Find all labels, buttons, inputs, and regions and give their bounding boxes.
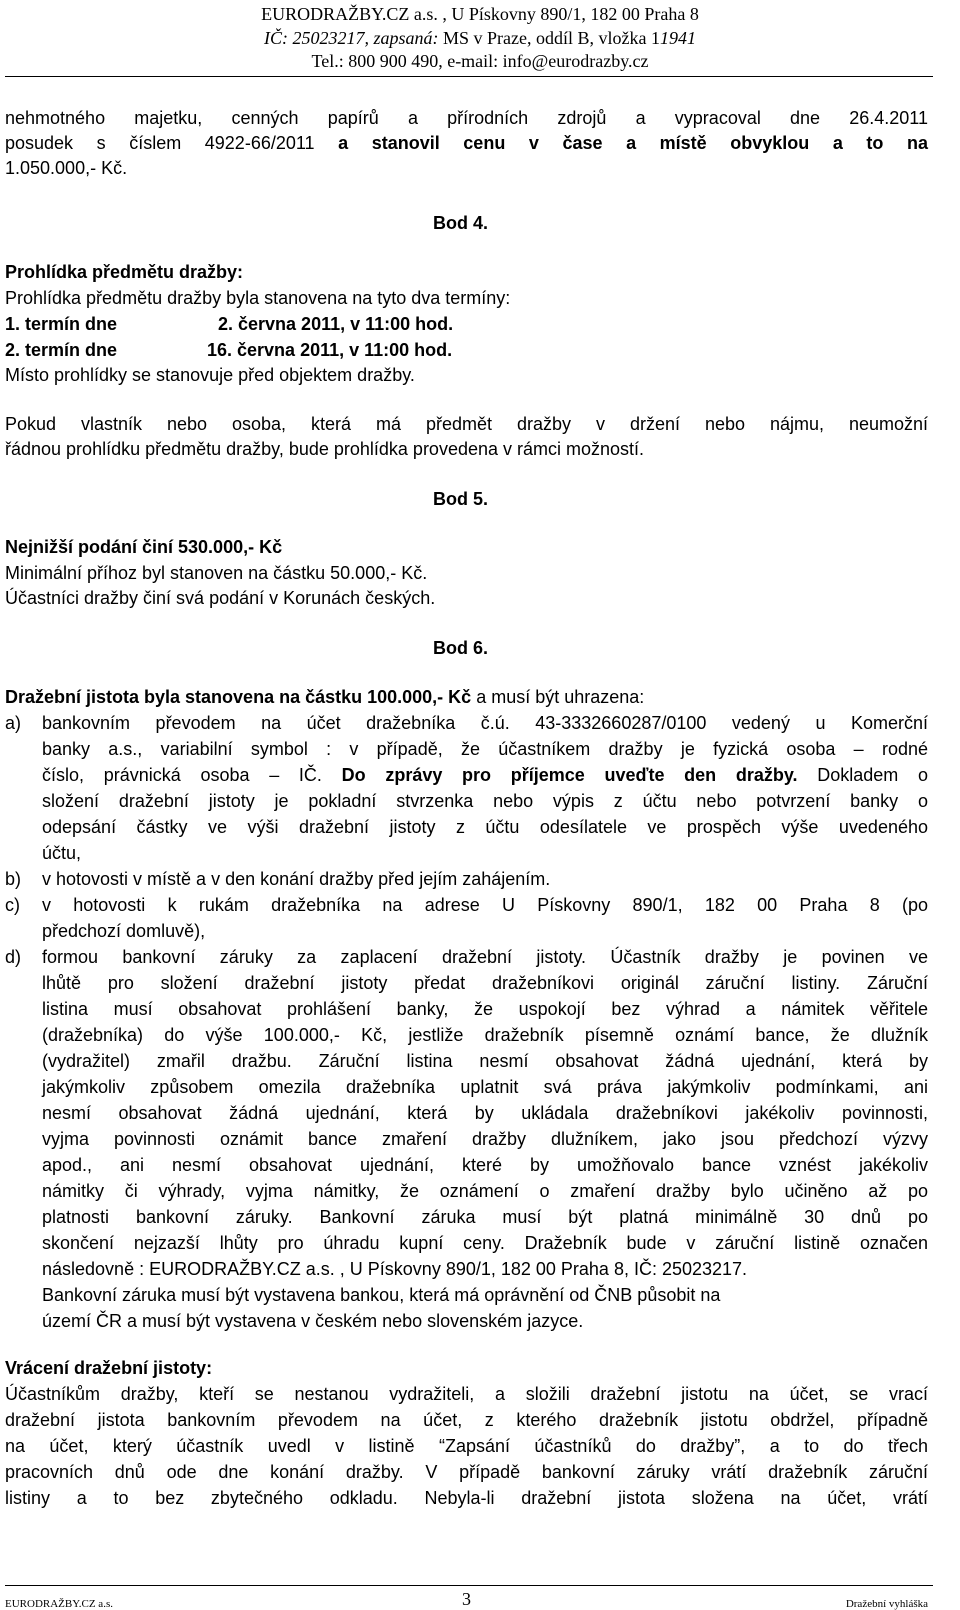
bid-currency: Účastníci dražby činí svá podání v Korunách českých. xyxy=(5,588,436,608)
bod4-title: Prohlídka předmětu dražby: xyxy=(5,262,244,282)
item-d-line-11: platnosti bankovní záruky. Bankovní záruka musí být platná minimálně 30 dnů po xyxy=(42,1207,928,1227)
lowest-bid: Nejnižší podání činí 530.000,- Kč xyxy=(5,537,283,557)
item-a-line-3-c: Dokladem o xyxy=(797,765,928,785)
term-1-label: 1. termín dne xyxy=(5,314,118,334)
refund-line-2: dražební jistota bankovním převodem na účet, z kterého dražebník jistotu obdržel, případně xyxy=(5,1410,928,1430)
page-number: 3 xyxy=(462,1589,471,1609)
item-d-line-8: vyjma povinnosti oznámit bance zmaření dražby dlužníkem, jako jsou předchozí výzvy xyxy=(42,1129,928,1149)
inspection-place: Místo prohlídky se stanovuje před objektem dražby. xyxy=(5,365,415,385)
deposit-rest: a musí být uhrazena: xyxy=(471,687,645,707)
item-a-label: a) xyxy=(5,713,22,733)
header-contact-line: Tel.: 800 900 490, e-mail: info@eurodrazby.cz xyxy=(311,51,649,71)
item-a-line-5: odepsání částky ve výši dražební jistoty z účtu odesílatele ve prospěch výše uvedeného xyxy=(42,817,928,837)
item-c-label: c) xyxy=(5,895,20,915)
term-2-value: 16. června 2011, v 11:00 hod. xyxy=(207,340,453,360)
item-c-line-2: předchozí domluvě), xyxy=(42,921,206,941)
header-divider xyxy=(5,76,933,77)
refund-line-4: pracovních dnů ode dne konání dražby. V případě bankovní záruky vrátí dražebník záruční xyxy=(5,1462,928,1482)
bod4-line-1: Prohlídka předmětu dražby byla stanovena na tyto dva termíny: xyxy=(5,288,511,308)
bod4-para-line-2: řádnou prohlídku předmětu dražby, bude prohlídka provedena v rámci možností. xyxy=(5,439,645,459)
item-d-line-9: apod., ani nesmí obsahovat ujednání, které by umožňovalo bance vznést jakékoliv xyxy=(42,1155,928,1175)
header-reg-italic-c: 1941 xyxy=(659,28,696,48)
item-a-line-3 xyxy=(42,764,928,786)
item-d-line-6: jakýmkoliv způsobem omezila dražebníka uplatnit svá práva jakýmkoliv podmínkami, ani xyxy=(42,1077,928,1097)
item-d-line-10: námitky či výhrady, vyjma námitky, že oznámení o zmaření dražby bylo učiněno až po xyxy=(42,1181,928,1201)
minimum-increment: Minimální příhoz byl stanoven na částku 50.000,- Kč. xyxy=(5,563,428,583)
item-b-line-1: v hotovosti v místě a v den konání dražby před jejím zahájením. xyxy=(42,869,551,889)
payment-reference-note: Do zprávy pro příjemce uveďte den dražby. xyxy=(341,765,798,785)
refund-title: Vrácení dražební jistoty: xyxy=(5,1358,213,1378)
term-2-label: 2. termín dne xyxy=(5,340,118,360)
refund-line-5: listiny a to bez zbytečného odkladu. Nebyla-li dražební jistota složena na účet, vrátí xyxy=(5,1488,928,1508)
bod6-heading: Bod 6. xyxy=(433,638,489,658)
item-a-line-4: složení dražební jistoty je pokladní stvrzenka nebo výpis z účtu nebo potvrzení banky o xyxy=(42,791,928,811)
item-b-label: b) xyxy=(5,869,22,889)
refund-line-1: Účastníkům dražby, kteří se nestanou vydražiteli, a složili dražební jistotu na účet, se vrací xyxy=(5,1384,928,1404)
intro-line-2-b: a stanovil cenu v čase a místě obvyklou a to na xyxy=(338,133,928,153)
header-registration-line xyxy=(0,28,960,48)
item-d-line-13: následovně : EURODRAŽBY.CZ a.s. , U Pískovny 890/1, 182 00 Praha 8, IČ: 25023217. xyxy=(42,1259,748,1279)
item-a-line-1: bankovním převodem na účet dražebníka č.ú. 43-3332660287/0100 vedený u Komerční xyxy=(42,713,928,733)
intro-line-1: nehmotného majetku, cenných papírů a přírodních zdrojů a vypracoval dne 26.4.2011 xyxy=(5,108,928,128)
item-d-line-2: lhůtě pro složení dražební jistoty předat dražebníkovi originál záruční listiny. Záruční xyxy=(42,973,928,993)
footer-divider xyxy=(5,1585,933,1586)
item-d-line-14: Bankovní záruka musí být vystavena bankou, která má oprávnění od ČNB působit na xyxy=(42,1285,721,1305)
bod4-para-line-1: Pokud vlastník nebo osoba, která má předmět dražby v držení nebo nájmu, neumožní xyxy=(5,414,928,434)
item-c-line-1: v hotovosti k rukám dražebníka na adrese U Pískovny 890/1, 182 00 Praha 8 (po xyxy=(42,895,928,915)
intro-line-2 xyxy=(5,132,928,154)
item-d-line-3: listina musí obsahovat prohlášení banky, že uspokojí bez výhrad a námitek věřitele xyxy=(42,999,928,1019)
term-1-value: 2. června 2011, v 11:00 hod. xyxy=(218,314,454,334)
bod5-heading: Bod 5. xyxy=(433,489,489,509)
footer-document-title: Dražební vyhláška xyxy=(845,1598,928,1610)
item-a-line-6: účtu, xyxy=(42,843,82,863)
item-a-line-3-a: číslo, právnická osoba – IČ. xyxy=(42,765,342,785)
deposit-line xyxy=(5,686,644,708)
bod4-heading: Bod 4. xyxy=(433,213,489,233)
deposit-amount: Dražební jistota byla stanovena na částku 100.000,- Kč xyxy=(5,687,472,707)
item-d-line-4: (dražebníka) do výše 100.000,- Kč, jestliže dražebník písemně oznámí bance, že dlužník xyxy=(42,1025,928,1045)
item-d-line-7: nesmí obsahovat žádná ujednání, která by ukládala dražebníkovi jakékoliv povinnosti, xyxy=(42,1103,928,1123)
header-company-line: EURODRAŽBY.CZ a.s. , U Pískovny 890/1, 182 00 Praha 8 xyxy=(261,4,699,24)
item-d-line-5: (vydražitel) zmařil dražbu. Záruční listina nesmí obsahovat žádná ujednání, která by xyxy=(42,1051,928,1071)
footer-company: EURODRAŽBY.CZ a.s. xyxy=(5,1598,113,1610)
header-reg-italic-a: IČ: 25023217, zapsaná: xyxy=(264,28,443,48)
header-reg-b: MS v Praze, oddíl B, vložka 1 xyxy=(443,28,660,48)
item-d-label: d) xyxy=(5,947,22,967)
item-a-line-2: banky a.s., variabilní symbol : v případě, že účastníkem dražby je fyzická osoba – rodné xyxy=(42,739,928,759)
item-d-line-1: formou bankovní záruky za zaplacení dražební jistoty. Účastník dražby je povinen ve xyxy=(42,947,928,967)
intro-line-2-a: posudek s číslem 4922-66/2011 xyxy=(5,133,339,153)
item-d-line-15: území ČR a musí být vystavena v českém nebo slovenském jazyce. xyxy=(42,1311,584,1331)
item-d-line-12: skončení nejzazší lhůty pro úhradu kupní ceny. Dražebník bude v záruční listině označen xyxy=(42,1233,928,1253)
refund-line-3: na účet, který účastník uvedl v listině “Zapsání účastníků do dražby”, a to do třech xyxy=(5,1436,928,1456)
intro-line-3: 1.050.000,- Kč. xyxy=(5,158,128,178)
